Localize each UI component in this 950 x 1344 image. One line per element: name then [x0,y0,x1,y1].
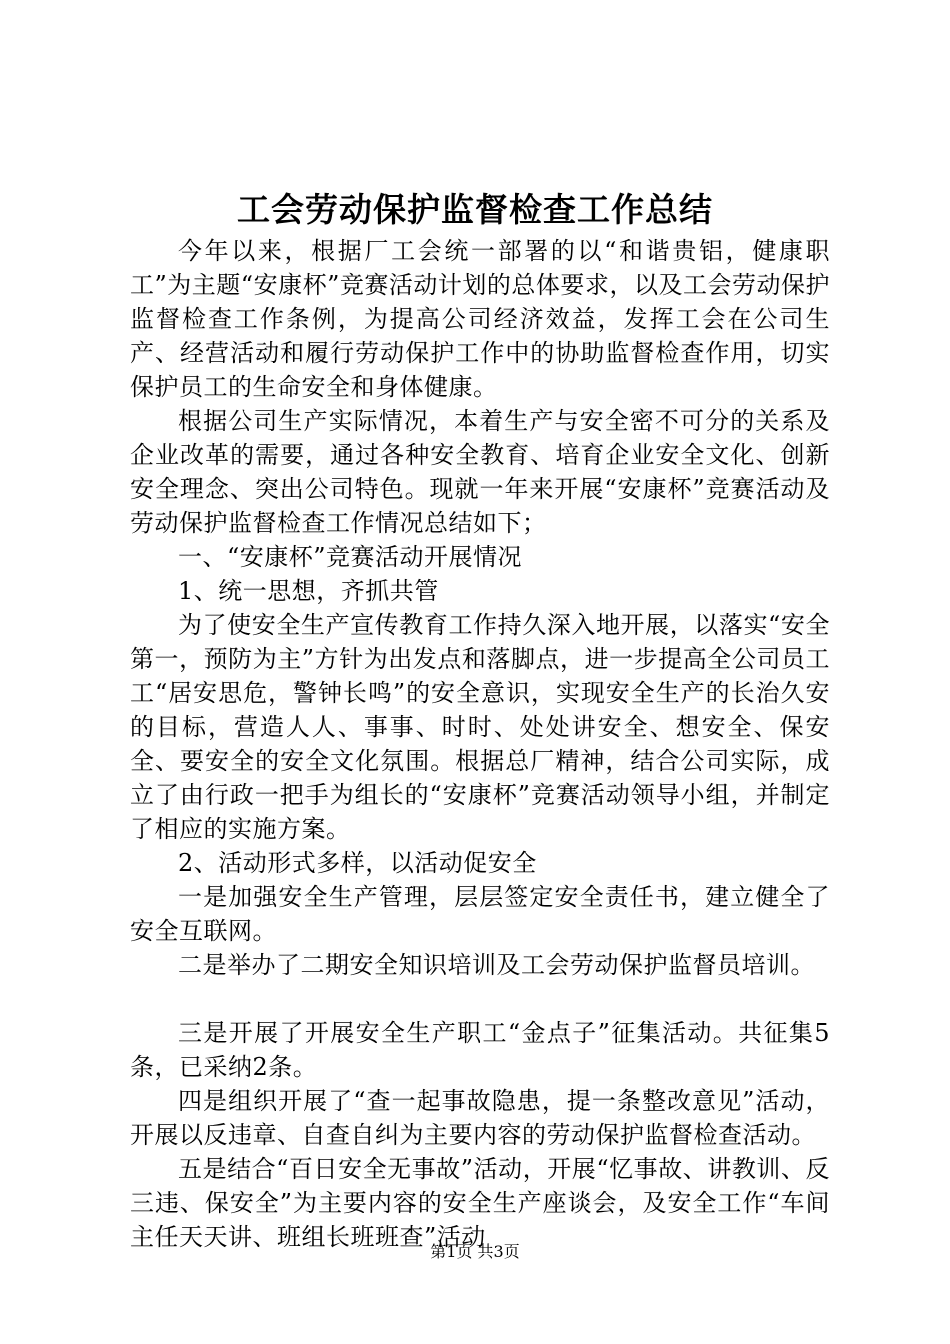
subsection-heading-2: 2、活动形式多样，以活动促安全 [178,849,537,877]
section-heading: 一、“安康杯”竞赛活动开展情况 [178,543,523,571]
paragraph-safety-education: 为了使安全生产宣传教育工作持久深入地开展，以落实“安全第一，预防为主”方针为出发点和落脚点，进一步提高全公司员工工“居安思危，警钟长鸣”的安全意识，实现安全生产的长治久安的目标，营造人人、事事、时时、处处讲安全、想安全、保安全、要安全的安全文化氛围。根据总厂精神，结合公司实际，成立了由行政一把手为组长的“安康杯”竞赛活动领导小组，并制定了相应的实施方案。 [130,611,830,843]
list-item-3: 三是开展了开展安全生产职工“金点子”征集活动。共征集5条，已采纳2条。 [130,1019,830,1081]
document-body [130,234,830,1254]
list-item-4: 四是组织开展了“查一起事故隐患，提一条整改意见”活动，开展以反违章、自查自纠为主要内容的劳动保护监督检查活动。 [130,1087,830,1149]
list-item-2: 二是举办了二期安全知识培训及工会劳动保护监督员培训。 [178,951,815,979]
paragraph-intro: 今年以来，根据厂工会统一部署的以“和谐贵铝，健康职工”为主题“安康杯”竞赛活动计划的总体要求，以及工会劳动保护监督检查工作条例，为提高公司经济效益，发挥工会在公司生产、经营活动和履行劳动保护工作中的协助监督检查作用，切实保护员工的生命安全和身体健康。 [130,237,830,401]
paragraph-summary: 根据公司生产实际情况，本着生产与安全密不可分的关系及企业改革的需要，通过各种安全教育、培育企业安全文化、创新安全理念、突出公司特色。现就一年来开展“安康杯”竞赛活动及劳动保护监督检查工作情况总结如下； [130,407,830,537]
subsection-heading-1: 1、统一思想，齐抓共管 [178,577,439,605]
list-item-1: 一是加强安全生产管理，层层签定安全责任书，建立健全了安全互联网。 [130,883,830,945]
page-footer: 第1页 共3页 [430,1242,520,1261]
list-item-5: 五是结合“百日安全无事故”活动，开展“忆事故、讲教训、反三违、保安全”为主要内容的安全生产座谈会，及安全工作“车间主任天天讲、班组长班班查”活动 [130,1155,830,1251]
document-title: 工会劳动保护监督检查工作总结 [237,190,713,229]
